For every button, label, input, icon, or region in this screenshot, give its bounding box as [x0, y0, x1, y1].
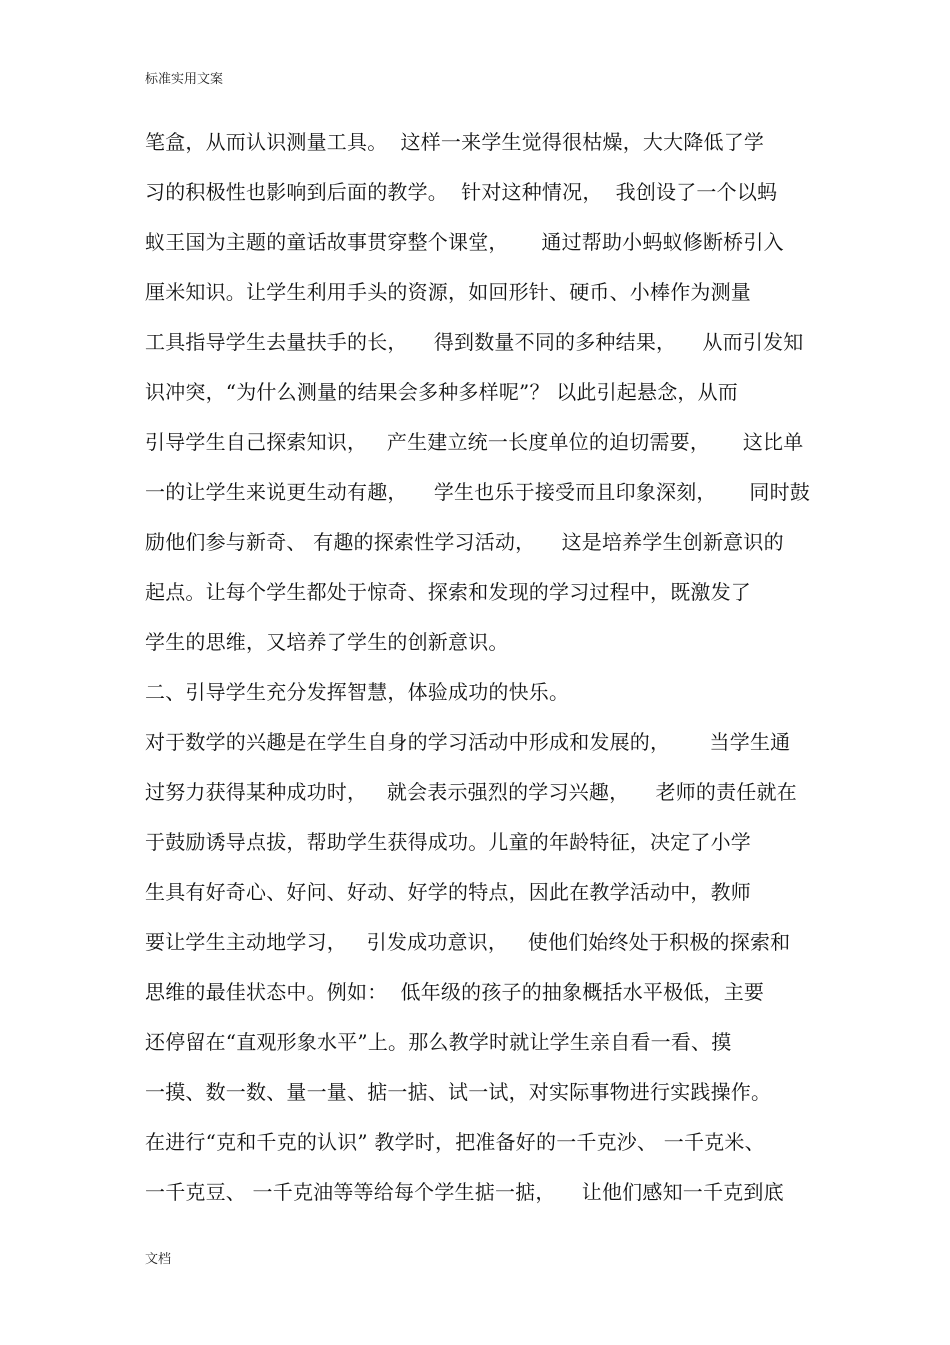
document-body	[145, 122, 811, 1222]
section-heading: 二、引导学生充分发挥智慧，体验成功的快乐。	[145, 680, 570, 704]
text-line: 一千克豆、 一千克油等等给每个学生掂一掂， 让他们感知一千克到底	[145, 1180, 784, 1204]
text-line: 习的积极性也影响到后面的教学。 针对这种情况， 我创设了一个以蚂	[145, 180, 778, 204]
text-line: 于鼓励诱导点拔，帮助学生获得成功。儿童的年龄特征，决定了小学	[145, 830, 751, 854]
text-line: 还停留在“直观形象水平”上。那么教学时就让学生亲自看一看、摸	[145, 1030, 732, 1054]
text-line: 引导学生自己探索知识， 产生建立统一长度单位的迫切需要， 这比单	[145, 430, 804, 454]
text-line: 励他们参与新奇、 有趣的探索性学习活动， 这是培养学生创新意识的	[145, 530, 784, 554]
text-line: 学生的思维，又培养了学生的创新意识。	[145, 630, 509, 654]
text-line: 蚁王国为主题的童话故事贯穿整个课堂， 通过帮助小蚂蚁修断桥引入	[145, 230, 784, 254]
text-line: 起点。让每个学生都处于惊奇、探索和发现的学习过程中，既激发了	[145, 580, 751, 604]
text-line: 厘米知识。让学生利用手头的资源，如回形针、硬币、小棒作为测量	[145, 280, 751, 304]
text-line: 对于数学的兴趣是在学生自身的学习活动中形成和发展的， 当学生通	[145, 730, 791, 754]
text-line: 在进行“克和千克的认识” 教学时，把准备好的一千克沙、 一千克米、	[145, 1130, 765, 1154]
text-line: 工具指导学生去量扶手的长， 得到数量不同的多种结果， 从而引发知	[145, 330, 804, 354]
text-line: 笔盒，从而认识测量工具。 这样一来学生觉得很枯燥，大大降低了学	[145, 130, 765, 154]
text-line: 一的让学生来说更生动有趣， 学生也乐于接受而且印象深刻， 同时鼓	[145, 480, 811, 504]
text-line: 思维的最佳状态中。例如： 低年级的孩子的抽象概括水平极低，主要	[145, 980, 765, 1004]
text-line: 识冲突，“为什么测量的结果会多种多样呢”？ 以此引起悬念，从而	[145, 380, 739, 404]
text-line: 生具有好奇心、好问、好动、好学的特点，因此在教学活动中，教师	[145, 880, 751, 904]
text-line: 要让学生主动地学习， 引发成功意识， 使他们始终处于积极的探索和	[145, 930, 791, 954]
text-line: 过努力获得某种成功时， 就会表示强烈的学习兴趣， 老师的责任就在	[145, 780, 797, 804]
page-header: 标准实用文案	[145, 72, 224, 87]
page-footer: 文档	[145, 1252, 172, 1267]
text-line: 一摸、数一数、量一量、掂一掂、试一试，对实际事物进行实践操作。	[145, 1080, 772, 1104]
